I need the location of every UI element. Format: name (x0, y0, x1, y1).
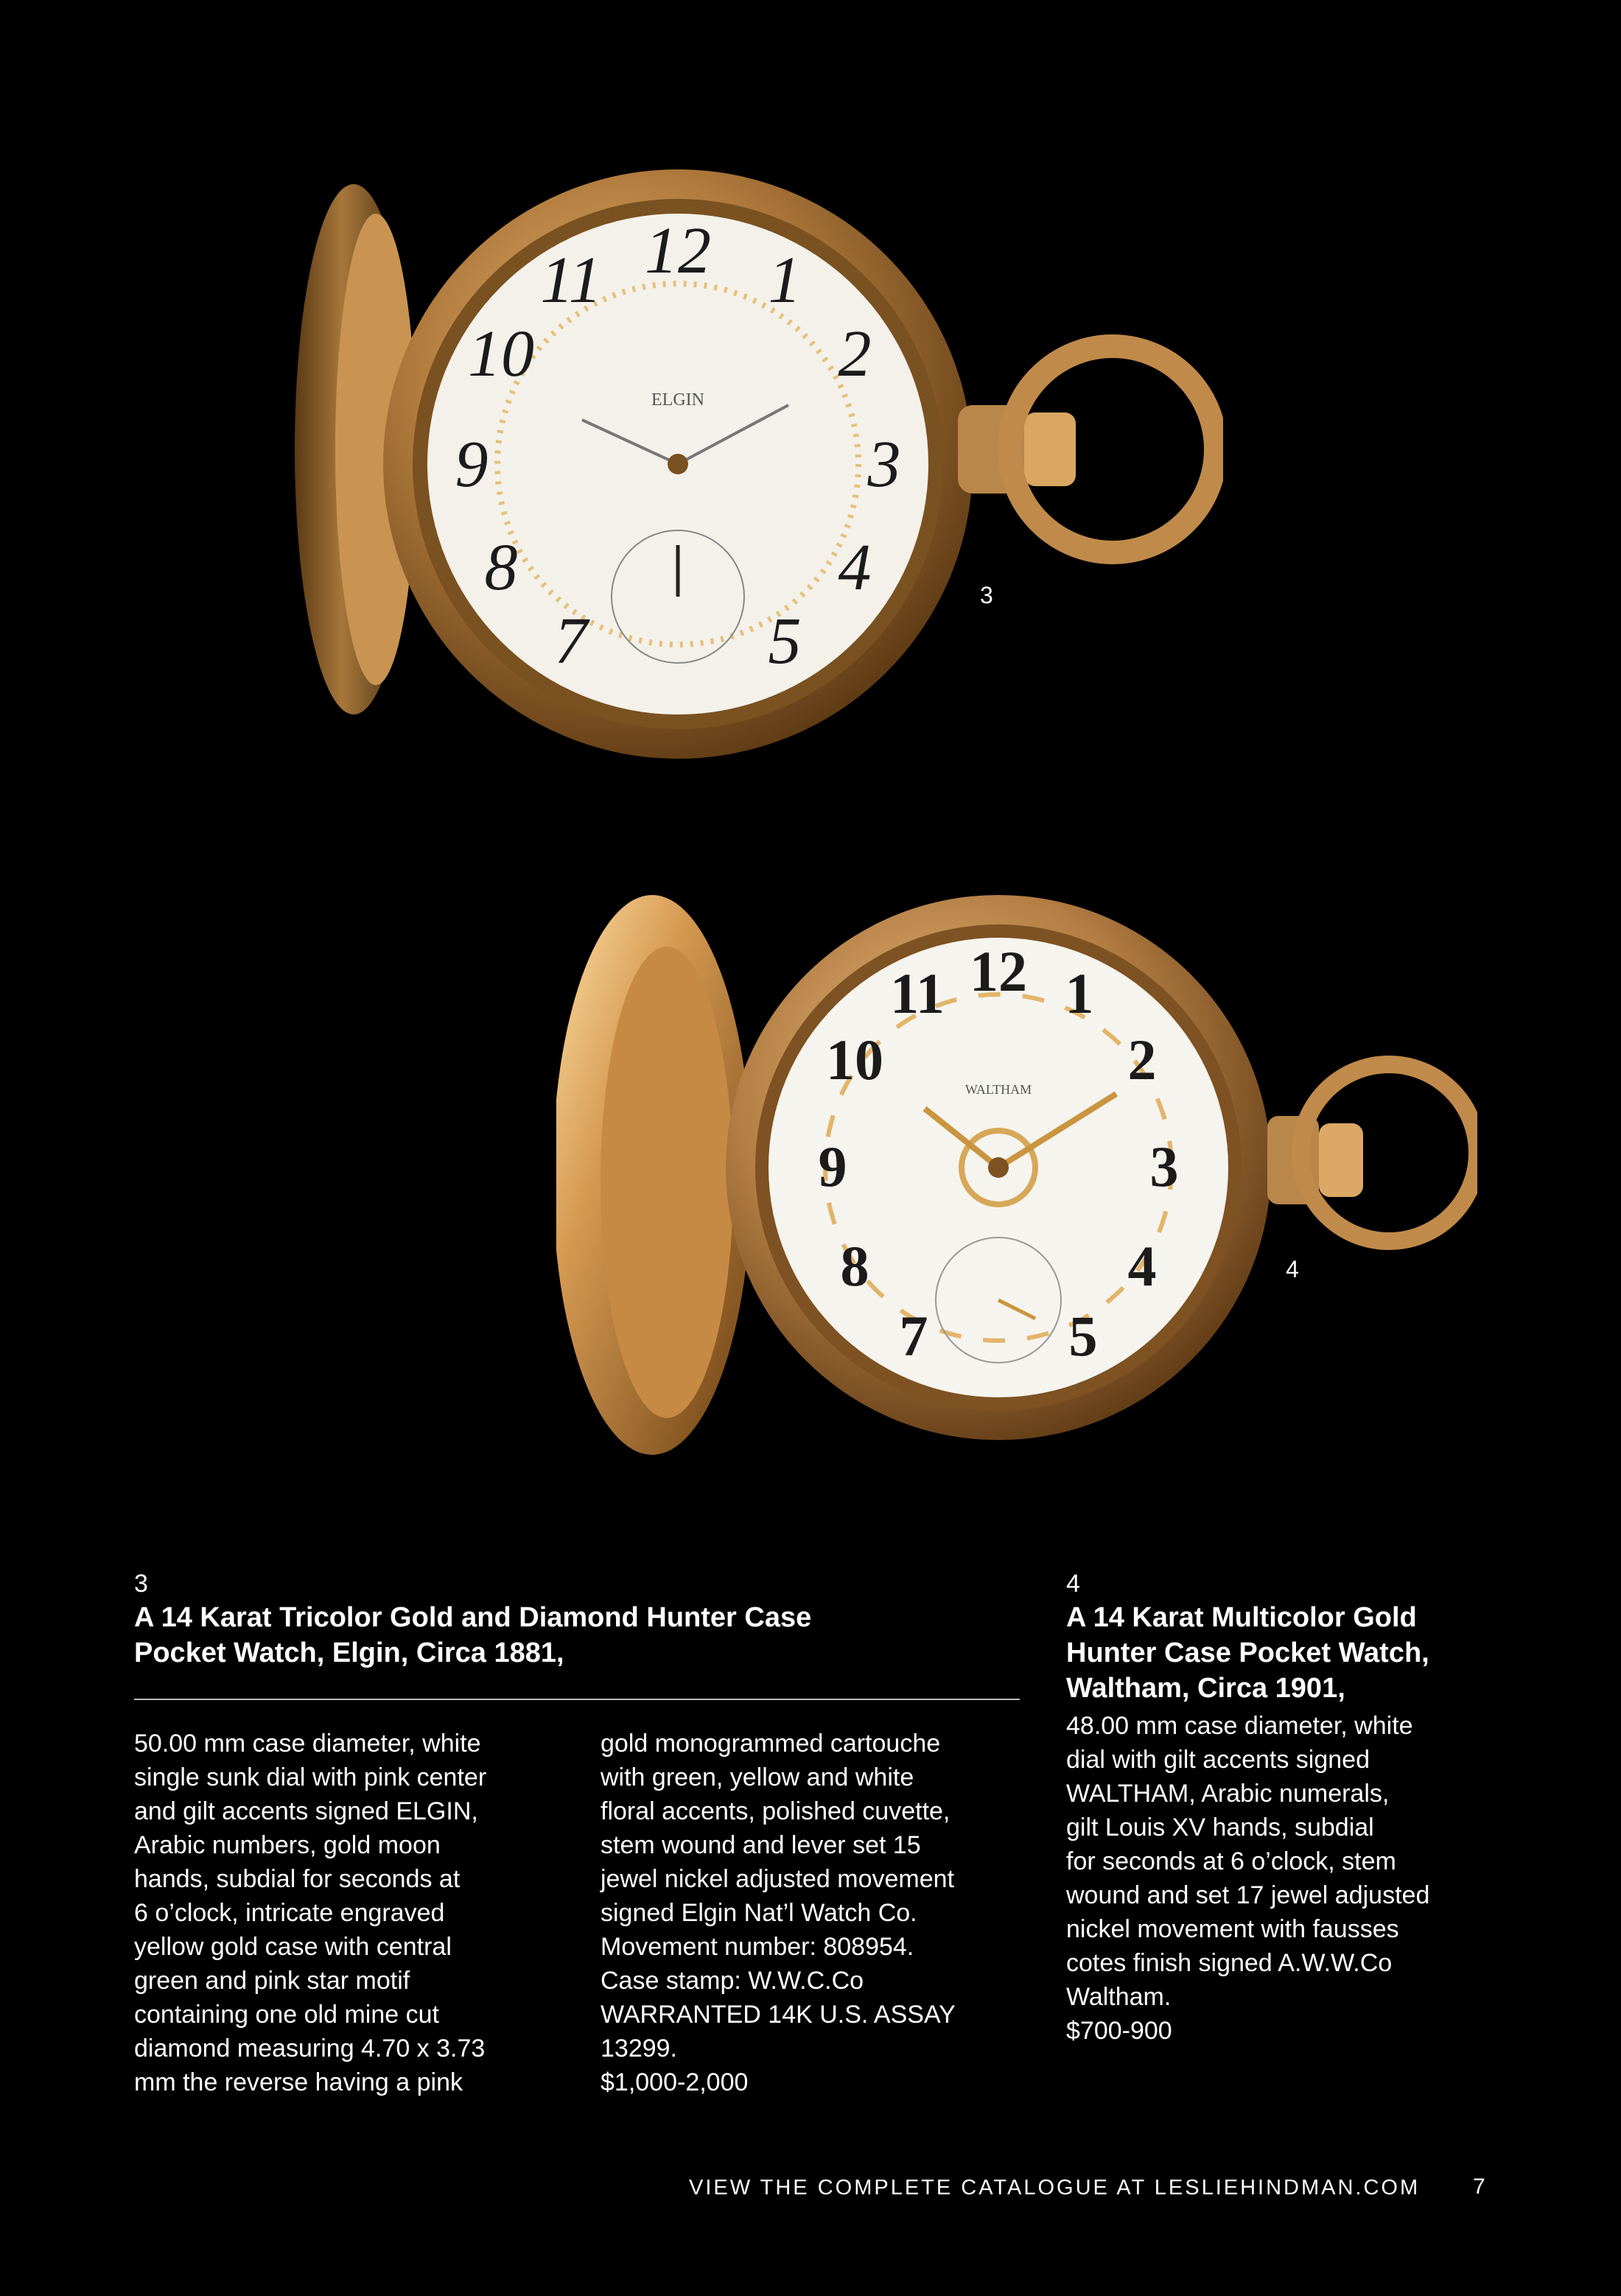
svg-text:1: 1 (1065, 961, 1094, 1025)
svg-text:8: 8 (840, 1234, 869, 1298)
svg-text:2: 2 (1127, 1028, 1157, 1092)
page-number: 7 (1473, 2174, 1485, 2199)
svg-text:11: 11 (890, 961, 945, 1025)
waltham-dial-brand: WALTHAM (964, 1082, 1032, 1097)
waltham-watch-photo (556, 873, 1477, 1462)
lot-3-image-marker: 3 (980, 582, 993, 608)
svg-text:11: 11 (540, 244, 602, 317)
lot-3-description-col2: gold monogrammed cartouche with green, yellow and white floral accents, polished cuvette, stem wound and lever set 15 jewel nickel adjusted movement signed Elgin Nat’l Watch Co. Movement number: 808954. Case stamp: W.W.C.Co WARRANTED 14K U.S. ASSAY 13299. $1,000-2,000 (601, 1730, 956, 2096)
lot-4-description: 48.00 mm case diameter, white dial with gilt accents signed WALTHAM, Arabic numerals, gilt Louis XV hands, subdial for seconds at 6 o’clock, stem wound and set 17 jewel adjusted nickel movement with fausses cotes finish signed A.W.W.Co Waltham. $700-900 (1066, 1712, 1430, 2045)
elgin-watch-photo (265, 162, 1223, 766)
svg-text:5: 5 (768, 605, 802, 678)
lot-3-title-line2: Pocket Watch, Elgin, Circa 1881, (134, 1637, 564, 1668)
svg-text:7: 7 (554, 605, 588, 678)
svg-text:1: 1 (768, 244, 802, 317)
svg-text:5: 5 (1068, 1304, 1098, 1368)
lot-4-title-line3: Waltham, Circa 1901, (1066, 1673, 1345, 1704)
svg-text:4: 4 (1127, 1234, 1157, 1298)
svg-text:12: 12 (645, 214, 711, 287)
lot-4-number: 4 (1066, 1570, 1080, 1598)
lot-3-description-col1: 50.00 mm case diameter, white single sunk dial with pink center and gilt accents signed ELGIN, Arabic numbers, gold moon hands, subdial for seconds at 6 o’clock, intricate engraved yellow gold case with central green and pink star motif containing one old mine cut diamond measuring 4.70 x 3.73 mm the reverse having a pink (134, 1730, 487, 2096)
lot-3-title-line1: A 14 Karat Tricolor Gold and Diamond Hunter Case (134, 1602, 812, 1633)
svg-text:10: 10 (468, 317, 534, 390)
svg-text:12: 12 (970, 939, 1027, 1003)
svg-text:9: 9 (818, 1134, 847, 1198)
lot-4-title-line2: Hunter Case Pocket Watch, (1066, 1637, 1429, 1668)
lot-4-title (1066, 1600, 1429, 1706)
catalogue-link-footer[interactable]: VIEW THE COMPLETE CATALOGUE AT LESLIEHINDMAN.COM (689, 2176, 1421, 2200)
lot-3-divider (134, 1699, 1020, 1700)
lot-3-title (134, 1600, 811, 1671)
svg-text:10: 10 (826, 1028, 883, 1092)
svg-text:9: 9 (455, 428, 489, 501)
svg-text:3: 3 (867, 428, 901, 501)
lot-3-number: 3 (134, 1570, 148, 1598)
lot-4-title-line1: A 14 Karat Multicolor Gold (1066, 1602, 1417, 1633)
elgin-dial-brand: ELGIN (651, 390, 704, 410)
svg-text:2: 2 (838, 317, 872, 390)
svg-text:7: 7 (899, 1304, 928, 1368)
svg-text:4: 4 (838, 531, 872, 604)
svg-text:8: 8 (484, 531, 518, 604)
lot-4-image-marker: 4 (1286, 1256, 1299, 1282)
svg-text:3: 3 (1149, 1134, 1179, 1198)
